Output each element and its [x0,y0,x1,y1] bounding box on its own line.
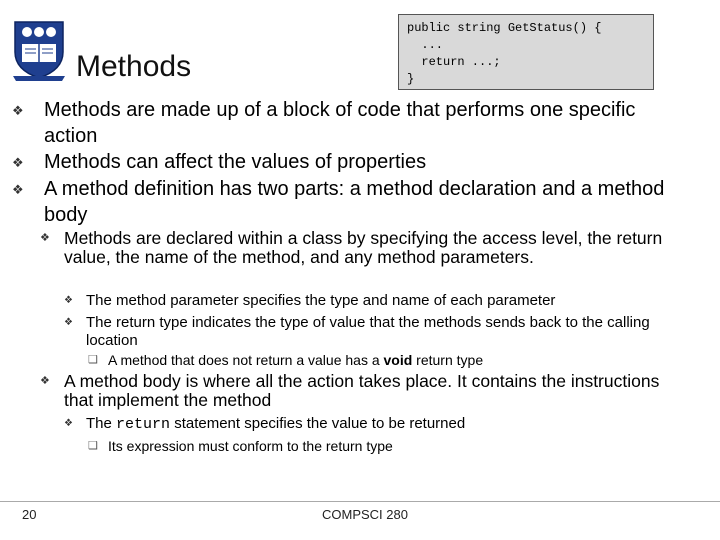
bullet-text: A method definition has two parts: a method declaration and a method body [44,178,665,226]
sub-bullet-item [40,229,692,267]
bullet-text: The method parameter specifies the type and name of each parameter [86,292,556,309]
sub-bullet-item [40,372,692,410]
bullet-text [108,351,692,369]
level4-bullet-item [88,437,692,455]
code-snippet-box [398,14,654,90]
bullet-text-part: The [86,415,117,432]
course-code: COMPSCI 280 [322,507,408,522]
bullet-marker-icon: ❖ [12,182,24,197]
bullet-marker-icon: ❖ [64,317,73,328]
bullet-item [12,97,692,149]
bullet-marker-icon: ❖ [64,295,73,306]
bullet-text: Methods are made up of a block of code that performs one specific action [44,99,636,147]
code-line: return ...; [407,55,501,69]
bullet-marker-icon: ❖ [12,155,24,170]
page-number: 20 [22,507,37,522]
sub-sub-bullet-item [64,292,692,310]
bullet-text: The return type indicates the type of value that the methods sends back to the calling location [86,314,650,349]
footer-divider [0,501,720,502]
bullet-marker-icon: ❖ [12,103,24,118]
university-logo [10,14,68,82]
bullet-text: A method body is where all the action takes place. It contains the instructions that implement the method [64,371,660,410]
level4-bullet-item [88,351,692,369]
return-keyword: return [116,416,171,433]
bullet-item [12,176,692,228]
bullet-text: Its expression must conform to the return type [108,438,393,454]
code-line: ... [407,38,444,52]
bullet-item [12,149,692,176]
checkbox-bullet-icon: ❑ [88,440,98,452]
bullet-text [86,415,692,434]
slide-title: Methods [76,50,192,83]
bullet-marker-icon: ❖ [40,375,50,387]
bullet-text-part: A method that does not return a value has a [108,352,384,368]
code-line: public string GetStatus() { [407,21,602,35]
void-keyword: void [383,352,413,368]
checkbox-bullet-icon: ❑ [88,354,98,366]
sub-sub-bullet-item [64,415,692,434]
bullet-text-part: return type [412,352,484,368]
sub-sub-bullet-item [64,314,692,350]
bullet-text: Methods can affect the values of properties [44,151,427,173]
code-line: } [407,72,415,86]
bullet-marker-icon: ❖ [64,418,73,429]
bullet-text: Methods are declared within a class by specifying the access level, the return value, the name of the method, and any method parameters. [64,228,663,267]
bullet-text-part: statement specifies the value to be returned [170,415,466,432]
bullet-marker-icon: ❖ [40,232,50,244]
